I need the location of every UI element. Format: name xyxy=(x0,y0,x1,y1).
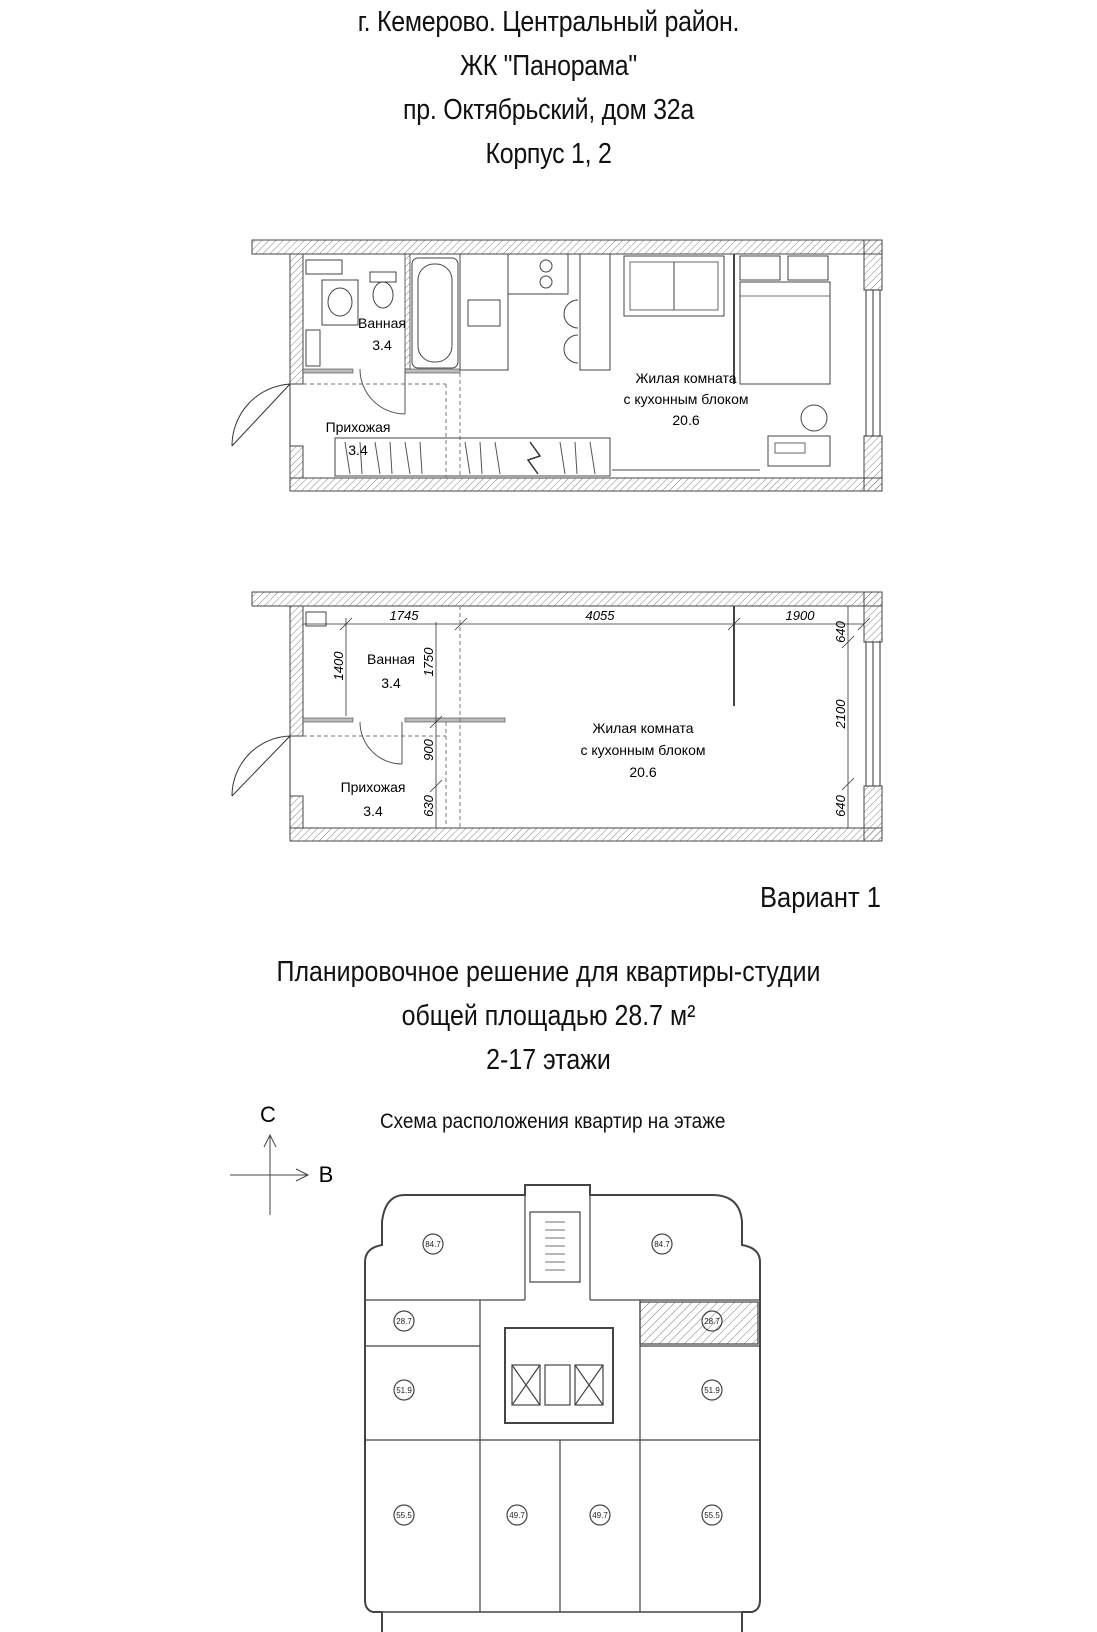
apt-area-2: 84.7 xyxy=(654,1240,670,1249)
header-complex: ЖК "Панорама" xyxy=(459,50,638,82)
wall-left-upper xyxy=(290,254,303,384)
dim-top-1: 1745 xyxy=(389,608,419,623)
caption xyxy=(0,950,1097,1082)
toilet xyxy=(370,272,396,282)
compass-north: С xyxy=(260,1102,276,1127)
living-area: 20.6 xyxy=(629,764,657,780)
dim-right-3: 640 xyxy=(833,795,848,817)
apt-area-5: 51.9 xyxy=(396,1386,412,1395)
compass-east: В xyxy=(318,1162,334,1187)
apt-area-9: 49.7 xyxy=(592,1511,608,1520)
variant-label: Вариант 1 xyxy=(760,882,881,914)
header-building: Корпус 1, 2 xyxy=(485,138,612,170)
apt-area-8: 49.7 xyxy=(509,1511,525,1520)
caption-line-2: общей площадью 28.7 м² xyxy=(401,1000,696,1032)
caption-line-1: Планировочное решение для квартиры-студии xyxy=(276,956,821,988)
chair xyxy=(801,405,827,431)
living-label-2: с кухонным блоком xyxy=(580,742,706,758)
bath-label: Ванная xyxy=(367,651,415,667)
apt-area-10: 55.5 xyxy=(704,1511,720,1520)
bath-area: 3.4 xyxy=(372,337,392,353)
header-address: пр. Октябрьский, дом 32а xyxy=(403,94,694,126)
apt-area-3: 28.7 xyxy=(396,1317,412,1326)
wall-right-upper xyxy=(864,240,882,290)
apt-area-4: 28.7 xyxy=(704,1317,720,1326)
wall-left-lower xyxy=(290,446,303,478)
living-label-1: Жилая комната xyxy=(592,720,694,736)
bath-area: 3.4 xyxy=(381,675,401,691)
plan-dimensioned xyxy=(232,592,882,841)
living-label-2: с кухонным блоком xyxy=(623,391,749,407)
dim-mid-3: 630 xyxy=(421,795,436,817)
apt-area-1: 84.7 xyxy=(425,1240,441,1249)
header-city: г. Кемерово. Центральный район. xyxy=(357,6,740,38)
compass xyxy=(230,1102,333,1215)
dim-mid-2: 900 xyxy=(421,739,436,761)
dim-right-2: 2100 xyxy=(833,699,848,729)
hall-area: 3.4 xyxy=(348,442,368,458)
kitchen-counter xyxy=(460,254,508,370)
floor-scheme xyxy=(365,1185,760,1632)
apt-area-7: 55.5 xyxy=(396,1511,412,1520)
wall-top xyxy=(252,592,882,606)
wardrobe xyxy=(335,438,610,476)
stove xyxy=(508,254,568,294)
plan-furnished xyxy=(232,240,882,491)
living-area: 20.6 xyxy=(672,412,700,428)
entrance-door xyxy=(232,384,290,446)
bar-counter xyxy=(580,254,610,370)
dim-mid-1: 1750 xyxy=(421,647,436,677)
highlight-apartment xyxy=(640,1302,758,1344)
hall-label: Прихожая xyxy=(325,419,391,435)
wall-bottom xyxy=(290,478,882,491)
hall-label: Прихожая xyxy=(340,779,406,795)
dim-left-1: 1400 xyxy=(331,651,346,681)
dim-top-3: 1900 xyxy=(785,608,815,623)
caption-line-3: 2-17 этажи xyxy=(486,1044,611,1076)
living-label-1: Жилая комната xyxy=(635,370,737,386)
scheme-title: Схема расположения квартир на этаже xyxy=(380,1110,726,1133)
hall-area: 3.4 xyxy=(363,803,383,819)
wall-top xyxy=(252,240,882,254)
bed xyxy=(740,282,830,384)
wall-bottom xyxy=(290,828,882,841)
sink xyxy=(322,280,358,325)
dim-right-1: 640 xyxy=(833,621,848,643)
apt-area-6: 51.9 xyxy=(704,1386,720,1395)
desk xyxy=(768,436,830,466)
entrance-door xyxy=(232,736,290,796)
wall-right-lower xyxy=(864,436,882,491)
bath-label: Ванная xyxy=(358,315,406,331)
dim-top-2: 4055 xyxy=(585,608,615,623)
